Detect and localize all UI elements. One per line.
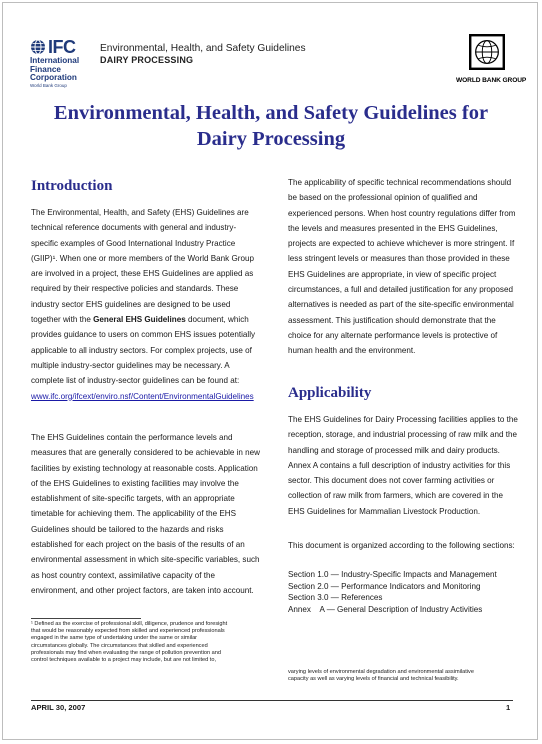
footer-date: APRIL 30, 2007 xyxy=(31,703,86,712)
introduction-paragraph-1: The Environmental, Health, and Safety (EHS) Guidelines are technical reference documents with general and industry- specific examples of Good International Industry Practice (GIIP)¹. When one or more members of the World Bank Group are involved in a project, these EHS Guidelines are applied as required by their respective policies and standards. These industry sector EHS guidelines are designed to be used together with the General EHS Guidelines document, which provides guidance to users on common EHS issues potentially applicable to all industry sectors. For complex projects, use of multiple industry-sector guidelines may be necessary. A complete list of industry-sector guidelines can be found at: www.ifc.org/ifcext/enviro.nsf/Content/EnvironmentalGuidelines xyxy=(31,208,256,401)
doc-series-title: Environmental, Health, and Safety Guidelines xyxy=(100,43,306,54)
introduction-paragraph-3: The applicability of specific technical recommendations should be based on the professional opinion of qualified and experienced persons. When host country regulations differ from the levels and measures presented in the EHS Guidelines, projects are expected to achieve whichever is more stringent. If less stringent levels or measures than those provided in these EHS Guidelines are appropriate, in view of specific project circumstances, a full and detailed justification for any proposed alternatives is needed as part of the site-specific environmental assessment. This justification should demonstrate that the choice for any alternate performance levels is protective of human health and the environment. xyxy=(288,178,516,356)
doc-subject: DAIRY PROCESSING xyxy=(100,55,194,65)
introduction-heading: Introduction xyxy=(31,178,113,194)
title-line-1: Environmental, Health, and Safety Guidelines for xyxy=(53,102,489,124)
world-bank-emblem-icon xyxy=(469,34,505,70)
section-list-item: Section 3.0 — References xyxy=(288,593,383,602)
ifc-logo xyxy=(30,38,94,96)
introduction-paragraph-2: The EHS Guidelines contain the performance levels and measures that are generally considered to be achievable in new facilities by existing technology at reasonable costs. Application of the EHS Guidelines to existing facilities may involve the establishment of site-specific targets, with an appropriate timetable for achieving them. The applicability of the EHS Guidelines should be tailored to the hazards and risks established for each project on the basis of the results of an environmental assessment in which site-specific variables, such as host country context, assimilative capacity of the environment, and other project factors, are taken into account. xyxy=(31,433,261,595)
world-bank-logo-text: WORLD BANK GROUP xyxy=(456,77,527,84)
page-number: 1 xyxy=(506,703,511,712)
section-list-item: Section 2.0 — Performance Indicators and Monitoring xyxy=(288,581,481,591)
section-list-item: Section 1.0 — Industry-Specific Impacts and Management xyxy=(288,570,497,579)
footnote-1: ¹ Defined as the exercise of professional skill, diligence, prudence and foresight that would be reasonably expected from skilled and experienced professionals engaged in the same type of undertaking under the same or similar circumstances globally. The circumstances that skilled and experienced professionals may find when evaluating the range of pollution prevention and control techniques available to a project may include, but are not limited to, xyxy=(31,621,228,664)
section-list xyxy=(288,569,518,615)
footnote-1-continued: varying levels of environmental degradation and environmental assimilative capacity as well as varying levels of financial and technical feasibility. xyxy=(288,669,474,683)
applicability-paragraph-2: This document is organized according to the following sections: xyxy=(288,541,515,550)
general-ehs-guidelines-ref: General EHS Guidelines xyxy=(93,315,186,325)
world-bank-logo xyxy=(456,34,527,86)
ifc-name: International Finance Corporation xyxy=(30,56,80,82)
applicability-paragraph-1: The EHS Guidelines for Dairy Processing facilities applies to the reception, storage, and industrial processing of raw milk and the handling and storage of processed milk and dairy products. Annex A contains a full description of industry activities for this sector. This document does not cover farming activities or collection of raw milk from farmers, which are covered in the EHS Guidelines for Mammalian Livestock Production. xyxy=(288,415,518,516)
ifc-logo-text: IFC xyxy=(48,37,76,57)
globe-icon xyxy=(30,39,46,55)
footnote-rule xyxy=(31,618,141,619)
title-line-2: Dairy Processing xyxy=(196,128,346,150)
applicability-heading: Applicability xyxy=(288,385,372,401)
guidelines-link[interactable]: www.ifc.org/ifcext/enviro.nsf/Content/EnvironmentalGuidelines xyxy=(31,391,254,401)
ifc-wbg-line: World Bank Group xyxy=(30,82,67,88)
section-list-item: Annex A — General Description of Industry Activities xyxy=(288,604,483,614)
footer-rule xyxy=(31,700,513,701)
page-header xyxy=(30,37,527,100)
document-title xyxy=(20,100,522,152)
